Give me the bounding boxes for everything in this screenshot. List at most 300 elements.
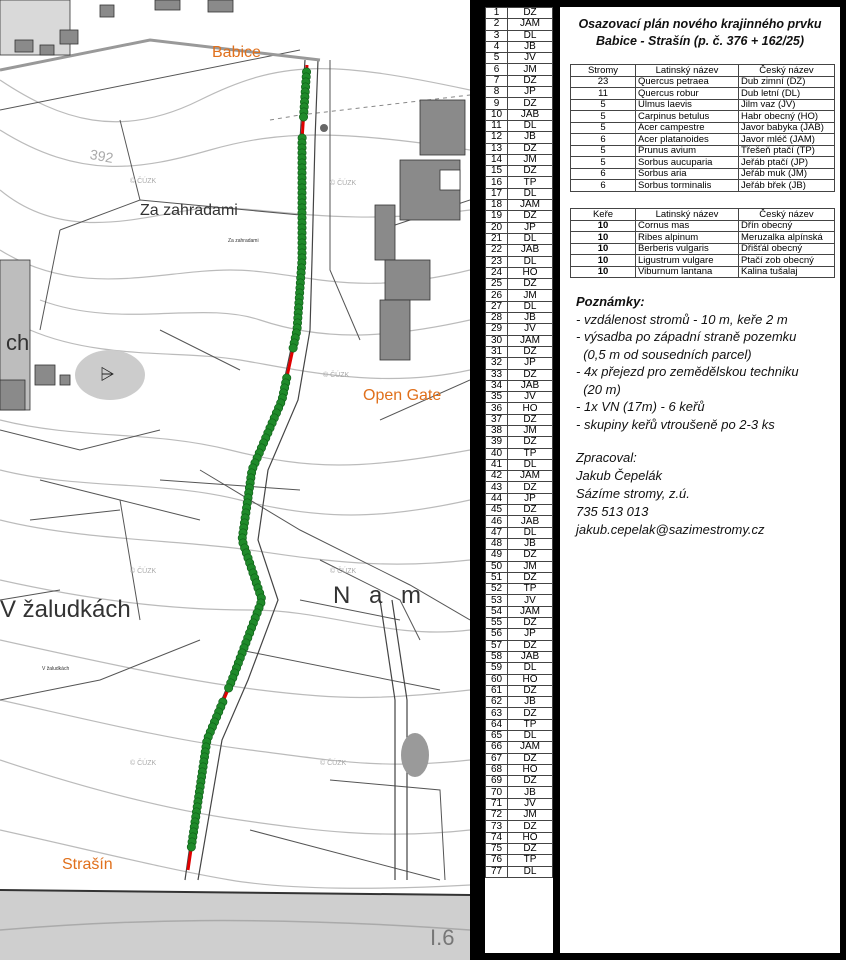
species-code: JAB	[508, 109, 553, 120]
tree-number: 20	[486, 222, 508, 233]
author-block	[576, 449, 765, 539]
table-row	[571, 88, 835, 100]
tree-number: 52	[486, 584, 508, 595]
czech-name-cell: Dub zimní (DZ)	[739, 76, 835, 88]
species-code: JB	[508, 697, 553, 708]
czech-name-cell: Javor mléč (JAM)	[739, 134, 835, 146]
species-code: DZ	[508, 821, 553, 832]
numbering-row	[486, 798, 553, 809]
count-cell: 5	[571, 111, 636, 123]
species-code: JM	[508, 154, 553, 165]
latin-name-cell: Ribes alpinum	[636, 232, 739, 244]
numbering-row	[486, 663, 553, 674]
numbering-row	[486, 53, 553, 64]
tree-number: 65	[486, 731, 508, 742]
species-code: DL	[508, 459, 553, 470]
tree-number: 45	[486, 505, 508, 516]
species-code: DZ	[508, 753, 553, 764]
species-code: DZ	[508, 414, 553, 425]
count-cell: 6	[571, 168, 636, 180]
watermark: © ČÚZK	[330, 180, 357, 187]
tree-number: 67	[486, 753, 508, 764]
tree-number: 55	[486, 618, 508, 629]
numbering-row	[486, 855, 553, 866]
species-code: DL	[508, 731, 553, 742]
numbering-row	[486, 132, 553, 143]
numbering-row	[486, 267, 553, 278]
species-code: DZ	[508, 8, 553, 19]
tree-number: 34	[486, 380, 508, 391]
numbering-row	[486, 719, 553, 730]
count-cell: 23	[571, 76, 636, 88]
table-row	[571, 243, 835, 255]
tree-number: 46	[486, 516, 508, 527]
numbering-row	[486, 538, 553, 549]
plan-title-line1: Osazovací plán nového krajinného prvku	[578, 17, 822, 31]
species-code: DZ	[508, 143, 553, 154]
numbering-row	[486, 561, 553, 572]
latin-name-cell: Carpinus betulus	[636, 111, 739, 123]
species-code: JV	[508, 595, 553, 606]
tree-number: 66	[486, 742, 508, 753]
col-header: Latinský název	[636, 209, 739, 221]
tree-number: 59	[486, 663, 508, 674]
tree-number: 43	[486, 482, 508, 493]
species-code: DZ	[508, 708, 553, 719]
numbering-row	[486, 843, 553, 854]
tree-number: 12	[486, 132, 508, 143]
count-cell: 5	[571, 145, 636, 157]
count-cell: 10	[571, 243, 636, 255]
tree-marker	[299, 113, 307, 121]
latin-name-cell: Sorbus aria	[636, 168, 739, 180]
numbering-row	[486, 584, 553, 595]
numbering-row	[486, 245, 553, 256]
table-row	[571, 99, 835, 111]
numbering-row	[486, 606, 553, 617]
table-row	[571, 220, 835, 232]
numbering-row	[486, 188, 553, 199]
numbering-row	[486, 154, 553, 165]
species-code: DZ	[508, 346, 553, 357]
watermark: © ČÚZK	[320, 760, 347, 767]
tree-number: 30	[486, 335, 508, 346]
species-code: JP	[508, 358, 553, 369]
numbering-row	[486, 324, 553, 335]
tree-number: 40	[486, 448, 508, 459]
species-code: DZ	[508, 843, 553, 854]
tree-number: 11	[486, 120, 508, 131]
tree-number: 9	[486, 98, 508, 109]
tree-number: 28	[486, 313, 508, 324]
tree-number: 18	[486, 200, 508, 211]
tree-number: 42	[486, 471, 508, 482]
col-header: Keře	[571, 209, 636, 221]
numbering-row	[486, 550, 553, 561]
author-phone: 735 513 013	[576, 504, 649, 519]
label-ch: ch	[6, 330, 30, 355]
tree-number: 17	[486, 188, 508, 199]
latin-name-cell: Berberis vulgaris	[636, 243, 739, 255]
field-path	[185, 60, 407, 880]
species-code: DL	[508, 663, 553, 674]
tree-number: 61	[486, 685, 508, 696]
species-code: JV	[508, 53, 553, 64]
numbering-row	[486, 482, 553, 493]
species-code: TP	[508, 584, 553, 595]
col-header: Latinský název	[636, 65, 739, 77]
tree-number: 64	[486, 719, 508, 730]
numbering-row	[486, 358, 553, 369]
tree-number: 58	[486, 651, 508, 662]
numbering-row	[486, 120, 553, 131]
species-code: DZ	[508, 505, 553, 516]
numbering-row	[486, 753, 553, 764]
species-code: DZ	[508, 685, 553, 696]
numbering-row	[486, 19, 553, 30]
label-open-gate: Open Gate	[363, 387, 442, 404]
tree-number: 71	[486, 798, 508, 809]
plan-title-line2: Babice - Strašín (p. č. 376 + 162/25)	[595, 34, 805, 48]
numbering-row	[486, 448, 553, 459]
label-za-zahradami-small: Za zahradami	[228, 238, 259, 244]
numbering-row	[486, 392, 553, 403]
species-code: DZ	[508, 572, 553, 583]
tree-number: 68	[486, 764, 508, 775]
species-code: DZ	[508, 482, 553, 493]
tree-number: 13	[486, 143, 508, 154]
species-code: JAM	[508, 335, 553, 346]
tree-number: 75	[486, 843, 508, 854]
numbering-row	[486, 527, 553, 538]
tree-number: 1	[486, 8, 508, 19]
species-code: JB	[508, 41, 553, 52]
czech-name-cell: Jeřáb ptačí (JP)	[739, 157, 835, 169]
species-code: DZ	[508, 75, 553, 86]
numbering-row	[486, 618, 553, 629]
species-code: JV	[508, 392, 553, 403]
count-cell: 11	[571, 88, 636, 100]
tree-number: 27	[486, 301, 508, 312]
numbering-row	[486, 493, 553, 504]
numbering-row	[486, 279, 553, 290]
numbering-row	[486, 414, 553, 425]
numbering-row	[486, 866, 553, 877]
species-code: TP	[508, 855, 553, 866]
tree-number: 33	[486, 369, 508, 380]
watermark: © ČÚZK	[130, 568, 157, 575]
numbering-row	[486, 290, 553, 301]
czech-name-cell: Meruzalka alpínská	[739, 232, 835, 244]
species-code: DL	[508, 120, 553, 131]
table-row	[571, 255, 835, 267]
tree-number: 26	[486, 290, 508, 301]
watermark: © ČÚZK	[330, 568, 357, 575]
tree-number: 3	[486, 30, 508, 41]
numbering-row	[486, 516, 553, 527]
contour-lines	[0, 69, 470, 889]
tree-number: 10	[486, 109, 508, 120]
numbering-row	[486, 346, 553, 357]
table-row	[571, 145, 835, 157]
latin-name-cell: Acer campestre	[636, 122, 739, 134]
watermark: © ČÚZK	[130, 178, 157, 185]
tree-number: 76	[486, 855, 508, 866]
tree-number: 72	[486, 810, 508, 821]
count-cell: 10	[571, 232, 636, 244]
numbering-row	[486, 301, 553, 312]
notes-heading: Poznámky:	[576, 294, 645, 309]
parcel-lines	[0, 50, 470, 880]
species-code: JAM	[508, 471, 553, 482]
species-code: JV	[508, 324, 553, 335]
species-code: JP	[508, 493, 553, 504]
tree-number: 56	[486, 629, 508, 640]
species-code: DL	[508, 301, 553, 312]
species-code: DZ	[508, 776, 553, 787]
species-code: DL	[508, 866, 553, 877]
species-code: DZ	[508, 166, 553, 177]
numbering-row	[486, 742, 553, 753]
tree-number: 31	[486, 346, 508, 357]
author-org: Sázíme stromy, z.ú.	[576, 486, 690, 501]
tree-number: 21	[486, 233, 508, 244]
label-nam: N a m	[333, 582, 428, 609]
numbering-row	[486, 505, 553, 516]
label-corner: I.6	[430, 925, 455, 950]
czech-name-cell: Dřišťál obecný	[739, 243, 835, 255]
species-code: JAB	[508, 380, 553, 391]
czech-name-cell: Kalina tušalaj	[739, 266, 835, 278]
numbering-row	[486, 143, 553, 154]
table-row	[571, 168, 835, 180]
tree-number: 23	[486, 256, 508, 267]
col-header: Stromy	[571, 65, 636, 77]
tree-number: 14	[486, 154, 508, 165]
numbering-row	[486, 708, 553, 719]
numbering-row	[486, 177, 553, 188]
numbering-row	[486, 222, 553, 233]
species-code: HO	[508, 267, 553, 278]
numbering-row	[486, 674, 553, 685]
table-row	[571, 180, 835, 192]
tree-number: 69	[486, 776, 508, 787]
species-code: JM	[508, 290, 553, 301]
czech-name-cell: Jeřáb muk (JM)	[739, 168, 835, 180]
count-cell: 10	[571, 266, 636, 278]
species-code: JAM	[508, 742, 553, 753]
tree-number: 32	[486, 358, 508, 369]
numbering-row	[486, 380, 553, 391]
count-cell: 5	[571, 157, 636, 169]
numbering-row	[486, 200, 553, 211]
species-code: DZ	[508, 279, 553, 290]
tree-marker	[224, 684, 232, 692]
numbering-row	[486, 776, 553, 787]
numbering-row	[486, 595, 553, 606]
species-code: JAB	[508, 651, 553, 662]
tree-number: 29	[486, 324, 508, 335]
count-cell: 5	[571, 122, 636, 134]
species-code: JB	[508, 313, 553, 324]
numbering-row	[486, 821, 553, 832]
numbering-row	[486, 335, 553, 346]
tree-number: 22	[486, 245, 508, 256]
species-code: DZ	[508, 640, 553, 651]
table-row	[571, 134, 835, 146]
species-code: JM	[508, 64, 553, 75]
tree-number: 8	[486, 87, 508, 98]
tree-number: 60	[486, 674, 508, 685]
numbering-row	[486, 651, 553, 662]
tree-number: 19	[486, 211, 508, 222]
tree-number: 50	[486, 561, 508, 572]
species-code: DZ	[508, 618, 553, 629]
transmitter-icon: ⩥	[100, 364, 115, 385]
count-cell: 6	[571, 180, 636, 192]
species-code: JM	[508, 561, 553, 572]
latin-name-cell: Ligustrum vulgare	[636, 255, 739, 267]
numbering-row	[486, 8, 553, 19]
author-email[interactable]: jakub.cepelak@sazimestromy.cz	[576, 522, 765, 537]
tree-clump	[401, 733, 429, 777]
numbering-row	[486, 166, 553, 177]
czech-name-cell: Ptačí zob obecný	[739, 255, 835, 267]
count-cell: 10	[571, 255, 636, 267]
species-code: HO	[508, 403, 553, 414]
tree-number: 44	[486, 493, 508, 504]
species-code: DZ	[508, 98, 553, 109]
author-label: Zpracoval:	[576, 450, 637, 465]
tree-number: 24	[486, 267, 508, 278]
tree-marker	[289, 344, 297, 352]
latin-name-cell: Prunus avium	[636, 145, 739, 157]
table-row	[571, 157, 835, 169]
czech-name-cell: Javor babyka (JAB)	[739, 122, 835, 134]
table-row	[571, 111, 835, 123]
numbering-row	[486, 64, 553, 75]
note-item: - skupiny keřů vtroušeně po 2-3 ks	[576, 416, 775, 432]
label-v-zaludkach-small: V žaludkách	[42, 666, 70, 672]
numbering-row	[486, 697, 553, 708]
species-code: DL	[508, 233, 553, 244]
note-item: - 4x přejezd pro zemědělskou techniku	[576, 364, 799, 379]
numbering-row	[486, 109, 553, 120]
tree-number: 36	[486, 403, 508, 414]
species-code: HO	[508, 764, 553, 775]
species-code: JP	[508, 629, 553, 640]
tree-number: 37	[486, 414, 508, 425]
numbering-row	[486, 98, 553, 109]
species-code: TP	[508, 448, 553, 459]
col-header: Český název	[739, 65, 835, 77]
col-header: Český název	[739, 209, 835, 221]
species-code: DL	[508, 256, 553, 267]
plan-title	[560, 16, 840, 50]
numbering-row	[486, 256, 553, 267]
latin-name-cell: Sorbus aucuparia	[636, 157, 739, 169]
species-code: JAM	[508, 606, 553, 617]
tree-numbering-table	[485, 7, 553, 953]
label-za-zahradami: Za zahradami	[140, 202, 238, 219]
numbering-row	[486, 764, 553, 775]
tree-marker	[187, 843, 195, 851]
count-cell: 5	[571, 99, 636, 111]
tree-number: 2	[486, 19, 508, 30]
species-code: DZ	[508, 550, 553, 561]
label-v-zaludkach: V žaludkách	[0, 596, 131, 623]
tree-number: 38	[486, 425, 508, 436]
species-code: JV	[508, 798, 553, 809]
species-code: HO	[508, 674, 553, 685]
latin-name-cell: Acer platanoides	[636, 134, 739, 146]
numbering-row	[486, 459, 553, 470]
tree-number: 53	[486, 595, 508, 606]
table-row	[571, 76, 835, 88]
latin-name-cell: Cornus mas	[636, 220, 739, 232]
species-code: JP	[508, 87, 553, 98]
trees-table	[570, 64, 835, 192]
numbering-row	[486, 369, 553, 380]
czech-name-cell: Třešeň ptačí (TP)	[739, 145, 835, 157]
watermark: © ČÚZK	[323, 372, 350, 379]
tree-number: 15	[486, 166, 508, 177]
numbering-row	[486, 403, 553, 414]
species-code: JAB	[508, 516, 553, 527]
numbering-row	[486, 425, 553, 436]
numbering-row	[486, 211, 553, 222]
species-code: JP	[508, 222, 553, 233]
tree-number: 7	[486, 75, 508, 86]
latin-name-cell: Viburnum lantana	[636, 266, 739, 278]
czech-name-cell: Dřín obecný	[739, 220, 835, 232]
note-item: (0,5 m od sousedních parcel)	[576, 346, 752, 362]
species-code: DZ	[508, 437, 553, 448]
numbering-row	[486, 640, 553, 651]
tree-number: 6	[486, 64, 508, 75]
numbering-row	[486, 233, 553, 244]
tree-number: 63	[486, 708, 508, 719]
note-item: - 1x VN (17m) - 6 keřů	[576, 399, 705, 414]
tree-number: 16	[486, 177, 508, 188]
notes	[576, 293, 799, 433]
label-babice: Babice	[212, 44, 261, 61]
species-code: TP	[508, 719, 553, 730]
czech-name-cell: Habr obecný (HO)	[739, 111, 835, 123]
species-code: DL	[508, 30, 553, 41]
table-row	[571, 266, 835, 278]
author-name: Jakub Čepelák	[576, 468, 662, 483]
tree-number: 35	[486, 392, 508, 403]
label-strasin: Strašín	[62, 856, 113, 873]
numbering-row	[486, 787, 553, 798]
tree-number: 54	[486, 606, 508, 617]
czech-name-cell: Dub letní (DL)	[739, 88, 835, 100]
latin-name-cell: Quercus robur	[636, 88, 739, 100]
species-code: JM	[508, 810, 553, 821]
species-code: JM	[508, 425, 553, 436]
species-code: DL	[508, 527, 553, 538]
tree-number: 4	[486, 41, 508, 52]
label-contour-392: 392	[88, 146, 115, 166]
numbering-row	[486, 810, 553, 821]
tree-number: 41	[486, 459, 508, 470]
tree-number: 51	[486, 572, 508, 583]
species-code: TP	[508, 177, 553, 188]
latin-name-cell: Quercus petraea	[636, 76, 739, 88]
species-code: DZ	[508, 369, 553, 380]
tree-number: 5	[486, 53, 508, 64]
